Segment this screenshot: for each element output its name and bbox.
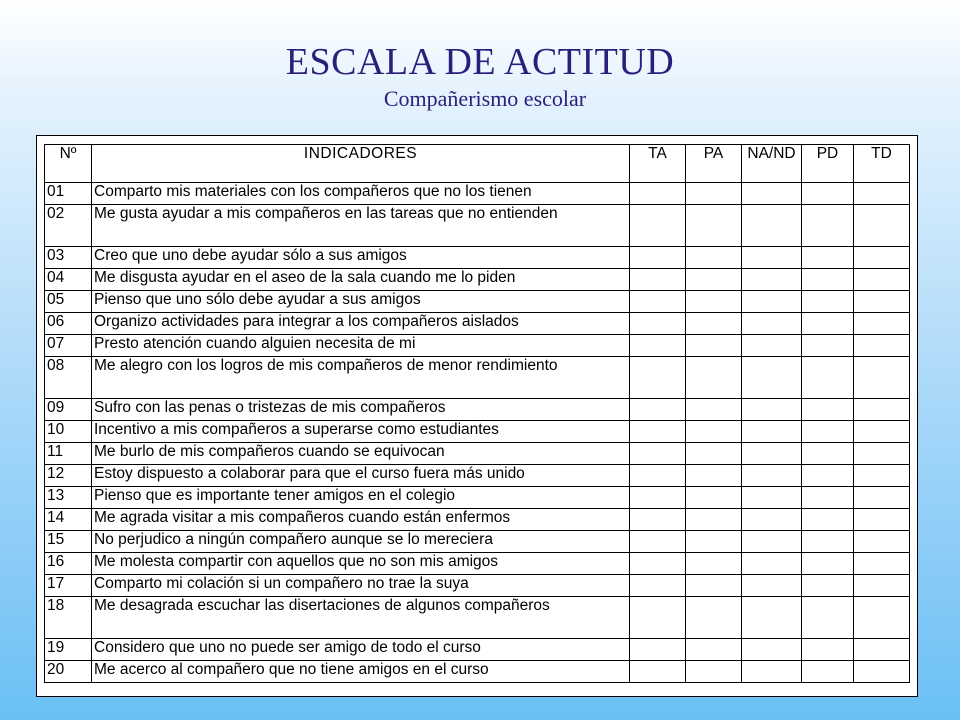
- table-row: [45, 335, 910, 357]
- response-cell-pa[interactable]: [686, 313, 742, 335]
- response-cell-pa[interactable]: [686, 509, 742, 531]
- response-cell-pd[interactable]: [802, 269, 854, 291]
- indicator-text: Pienso que es importante tener amigos en el colegio: [92, 487, 630, 509]
- table-row: [45, 399, 910, 421]
- header-number: Nº: [45, 145, 92, 183]
- response-cell-na-nd[interactable]: [742, 247, 802, 269]
- response-cell-na-nd[interactable]: [742, 421, 802, 443]
- response-cell-pa[interactable]: [686, 465, 742, 487]
- response-cell-ta[interactable]: [630, 553, 686, 575]
- row-number: 08: [45, 357, 92, 399]
- response-cell-ta[interactable]: [630, 357, 686, 399]
- indicator-text: Pienso que uno sólo debe ayudar a sus amigos: [92, 291, 630, 313]
- response-cell-ta[interactable]: [630, 421, 686, 443]
- response-cell-td[interactable]: [854, 205, 910, 247]
- response-cell-ta[interactable]: [630, 399, 686, 421]
- table-row: [45, 269, 910, 291]
- row-number: 03: [45, 247, 92, 269]
- table-row: [45, 597, 910, 639]
- response-cell-pa[interactable]: [686, 421, 742, 443]
- table-row: [45, 247, 910, 269]
- response-cell-ta[interactable]: [630, 487, 686, 509]
- response-cell-ta[interactable]: [630, 443, 686, 465]
- table-row: [45, 487, 910, 509]
- row-number: 18: [45, 597, 92, 639]
- response-cell-na-nd[interactable]: [742, 597, 802, 639]
- header-ta: TA: [630, 145, 686, 183]
- response-cell-pd[interactable]: [802, 399, 854, 421]
- page-title: ESCALA DE ACTITUD: [285, 41, 675, 83]
- response-cell-na-nd[interactable]: [742, 183, 802, 205]
- table-row: [45, 639, 910, 661]
- indicator-text: Sufro con las penas o tristezas de mis compañeros: [92, 399, 630, 421]
- response-cell-na-nd[interactable]: [742, 661, 802, 683]
- response-cell-pd[interactable]: [802, 335, 854, 357]
- response-cell-td[interactable]: [854, 335, 910, 357]
- header-pa: PA: [686, 145, 742, 183]
- response-cell-pa[interactable]: [686, 597, 742, 639]
- response-cell-na-nd[interactable]: [742, 465, 802, 487]
- indicator-text: Me alegro con los logros de mis compañeros de menor rendimiento: [92, 357, 630, 399]
- response-cell-td[interactable]: [854, 421, 910, 443]
- response-cell-td[interactable]: [854, 399, 910, 421]
- response-cell-na-nd[interactable]: [742, 509, 802, 531]
- response-cell-td[interactable]: [854, 661, 910, 683]
- indicator-text: Comparto mi colación si un compañero no trae la suya: [92, 575, 630, 597]
- response-cell-pd[interactable]: [802, 639, 854, 661]
- response-cell-pa[interactable]: [686, 531, 742, 553]
- response-cell-na-nd[interactable]: [742, 443, 802, 465]
- row-number: 04: [45, 269, 92, 291]
- table-row: [45, 443, 910, 465]
- response-cell-pd[interactable]: [802, 291, 854, 313]
- table-header-row: [45, 145, 910, 183]
- response-cell-na-nd[interactable]: [742, 399, 802, 421]
- response-cell-na-nd[interactable]: [742, 335, 802, 357]
- indicator-text: Incentivo a mis compañeros a superarse como estudiantes: [92, 421, 630, 443]
- response-cell-ta[interactable]: [630, 247, 686, 269]
- response-cell-ta[interactable]: [630, 661, 686, 683]
- row-number: 12: [45, 465, 92, 487]
- row-number: 13: [45, 487, 92, 509]
- response-cell-pa[interactable]: [686, 575, 742, 597]
- scale-sheet: [36, 135, 918, 697]
- response-cell-pa[interactable]: [686, 247, 742, 269]
- table-row: [45, 183, 910, 205]
- response-cell-td[interactable]: [854, 531, 910, 553]
- attitude-scale-table: [44, 144, 910, 683]
- response-cell-ta[interactable]: [630, 313, 686, 335]
- response-cell-ta[interactable]: [630, 183, 686, 205]
- response-cell-td[interactable]: [854, 313, 910, 335]
- row-number: 05: [45, 291, 92, 313]
- response-cell-td[interactable]: [854, 247, 910, 269]
- indicator-text: No perjudico a ningún compañero aunque se lo mereciera: [92, 531, 630, 553]
- response-cell-pd[interactable]: [802, 357, 854, 399]
- table-row: [45, 465, 910, 487]
- response-cell-pd[interactable]: [802, 597, 854, 639]
- table-row: [45, 553, 910, 575]
- indicator-text: Creo que uno debe ayudar sólo a sus amigos: [92, 247, 630, 269]
- response-cell-ta[interactable]: [630, 205, 686, 247]
- response-cell-na-nd[interactable]: [742, 575, 802, 597]
- table-row: [45, 313, 910, 335]
- response-cell-ta[interactable]: [630, 509, 686, 531]
- table-body: [45, 183, 910, 683]
- indicator-text: Me disgusta ayudar en el aseo de la sala cuando me lo piden: [92, 269, 630, 291]
- table-row: [45, 421, 910, 443]
- row-number: 14: [45, 509, 92, 531]
- response-cell-td[interactable]: [854, 291, 910, 313]
- response-cell-pd[interactable]: [802, 313, 854, 335]
- response-cell-pd[interactable]: [802, 205, 854, 247]
- response-cell-ta[interactable]: [630, 335, 686, 357]
- response-cell-ta[interactable]: [630, 575, 686, 597]
- response-cell-td[interactable]: [854, 357, 910, 399]
- row-number: 10: [45, 421, 92, 443]
- response-cell-pd[interactable]: [802, 443, 854, 465]
- indicator-text: Comparto mis materiales con los compañeros que no los tienen: [92, 183, 630, 205]
- response-cell-pd[interactable]: [802, 465, 854, 487]
- response-cell-na-nd[interactable]: [742, 313, 802, 335]
- response-cell-ta[interactable]: [630, 597, 686, 639]
- response-cell-pd[interactable]: [802, 487, 854, 509]
- row-number: 07: [45, 335, 92, 357]
- row-number: 16: [45, 553, 92, 575]
- table-row: [45, 509, 910, 531]
- response-cell-td[interactable]: [854, 553, 910, 575]
- response-cell-td[interactable]: [854, 465, 910, 487]
- table-row: [45, 205, 910, 247]
- response-cell-td[interactable]: [854, 639, 910, 661]
- response-cell-pa[interactable]: [686, 661, 742, 683]
- response-cell-na-nd[interactable]: [742, 205, 802, 247]
- response-cell-pa[interactable]: [686, 335, 742, 357]
- page-subtitle: Compañerismo escolar: [383, 86, 587, 111]
- table-row: [45, 357, 910, 399]
- indicator-text: Organizo actividades para integrar a los compañeros aislados: [92, 313, 630, 335]
- table-row: [45, 575, 910, 597]
- indicator-text: Me agrada visitar a mis compañeros cuando están enfermos: [92, 509, 630, 531]
- header-td: TD: [854, 145, 910, 183]
- row-number: 19: [45, 639, 92, 661]
- row-number: 17: [45, 575, 92, 597]
- response-cell-na-nd[interactable]: [742, 531, 802, 553]
- response-cell-na-nd[interactable]: [742, 269, 802, 291]
- response-cell-ta[interactable]: [630, 639, 686, 661]
- response-cell-td[interactable]: [854, 575, 910, 597]
- response-cell-pd[interactable]: [802, 575, 854, 597]
- response-cell-pa[interactable]: [686, 357, 742, 399]
- response-cell-td[interactable]: [854, 443, 910, 465]
- row-number: 01: [45, 183, 92, 205]
- row-number: 02: [45, 205, 92, 247]
- row-number: 20: [45, 661, 92, 683]
- header-pd: PD: [802, 145, 854, 183]
- response-cell-pd[interactable]: [802, 183, 854, 205]
- header-indicators: INDICADORES: [92, 145, 630, 183]
- response-cell-td[interactable]: [854, 269, 910, 291]
- response-cell-pa[interactable]: [686, 487, 742, 509]
- response-cell-pa[interactable]: [686, 639, 742, 661]
- response-cell-na-nd[interactable]: [742, 553, 802, 575]
- response-cell-pa[interactable]: [686, 553, 742, 575]
- response-cell-td[interactable]: [854, 183, 910, 205]
- response-cell-pd[interactable]: [802, 553, 854, 575]
- response-cell-ta[interactable]: [630, 465, 686, 487]
- response-cell-pa[interactable]: [686, 443, 742, 465]
- table-row: [45, 291, 910, 313]
- indicator-text: Considero que uno no puede ser amigo de todo el curso: [92, 639, 630, 661]
- response-cell-pd[interactable]: [802, 509, 854, 531]
- response-cell-td[interactable]: [854, 487, 910, 509]
- response-cell-pa[interactable]: [686, 291, 742, 313]
- response-cell-ta[interactable]: [630, 531, 686, 553]
- indicator-text: Me acerco al compañero que no tiene amigos en el curso: [92, 661, 630, 683]
- response-cell-na-nd[interactable]: [742, 357, 802, 399]
- response-cell-ta[interactable]: [630, 291, 686, 313]
- indicator-text: Me gusta ayudar a mis compañeros en las tareas que no entienden: [92, 205, 630, 247]
- table-row: [45, 531, 910, 553]
- response-cell-td[interactable]: [854, 597, 910, 639]
- response-cell-pa[interactable]: [686, 399, 742, 421]
- response-cell-pd[interactable]: [802, 421, 854, 443]
- response-cell-na-nd[interactable]: [742, 639, 802, 661]
- row-number: 15: [45, 531, 92, 553]
- response-cell-td[interactable]: [854, 509, 910, 531]
- indicator-text: Me desagrada escuchar las disertaciones de algunos compañeros: [92, 597, 630, 639]
- response-cell-pa[interactable]: [686, 269, 742, 291]
- response-cell-pd[interactable]: [802, 247, 854, 269]
- table-row: [45, 661, 910, 683]
- response-cell-pa[interactable]: [686, 183, 742, 205]
- response-cell-pd[interactable]: [802, 531, 854, 553]
- row-number: 09: [45, 399, 92, 421]
- indicator-text: Presto atención cuando alguien necesita de mi: [92, 335, 630, 357]
- indicator-text: Estoy dispuesto a colaborar para que el curso fuera más unido: [92, 465, 630, 487]
- indicator-text: Me burlo de mis compañeros cuando se equivocan: [92, 443, 630, 465]
- response-cell-pa[interactable]: [686, 205, 742, 247]
- response-cell-na-nd[interactable]: [742, 291, 802, 313]
- response-cell-ta[interactable]: [630, 269, 686, 291]
- indicator-text: Me molesta compartir con aquellos que no son mis amigos: [92, 553, 630, 575]
- response-cell-pd[interactable]: [802, 661, 854, 683]
- header-na-nd: NA/ND: [742, 145, 802, 183]
- response-cell-na-nd[interactable]: [742, 487, 802, 509]
- row-number: 06: [45, 313, 92, 335]
- row-number: 11: [45, 443, 92, 465]
